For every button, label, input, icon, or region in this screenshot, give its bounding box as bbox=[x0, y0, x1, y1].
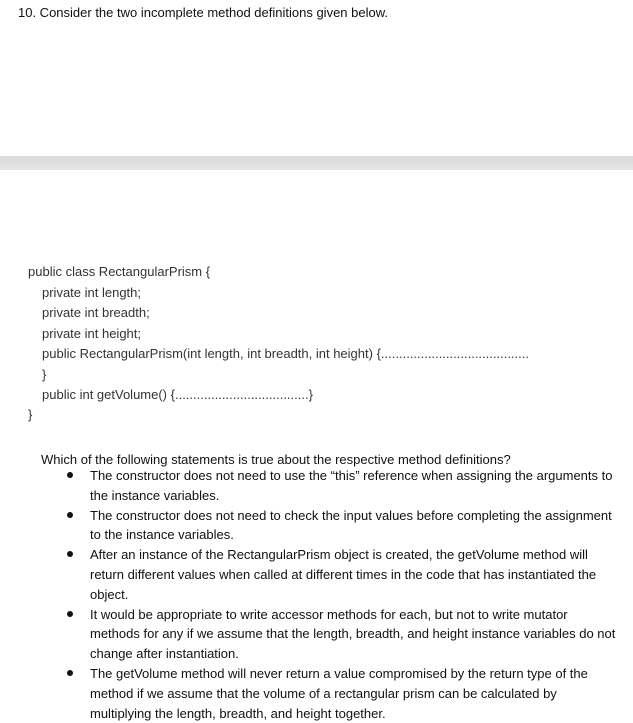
bullet-icon bbox=[67, 512, 73, 518]
answer-option-text: The constructor does not need to check the input values before completing the assignment to the instance variables. bbox=[90, 507, 612, 543]
code-line-field-breadth: private int breadth; bbox=[42, 305, 150, 320]
bullet-icon bbox=[67, 611, 73, 617]
question-prompt: Which of the following statements is true about the respective method definitions? bbox=[41, 452, 511, 467]
bullet-icon bbox=[67, 670, 73, 676]
answer-option bbox=[60, 506, 620, 546]
answer-option-text: It would be appropriate to write accessor methods for each, but not to write mutator methods for any if we assume that the length, breadth, and height instance variables do not change after instantiation. bbox=[90, 606, 616, 662]
code-line-class-close: } bbox=[28, 407, 33, 422]
code-line-field-height: private int height; bbox=[42, 325, 142, 341]
answer-options bbox=[60, 466, 620, 723]
code-line-field-length: private int length; bbox=[42, 284, 142, 300]
answer-option-text: The constructor does not need to use the “this” reference when assigning the arguments to the instance variables. bbox=[90, 468, 613, 503]
answer-option-text: The getVolume method will never return a value compromised by the return type of the method if we assume that the volume of a rectangular prism can be calculated by multiplying the length, breadth, and height together. bbox=[90, 665, 588, 721]
answer-option bbox=[60, 605, 620, 664]
bullet-icon bbox=[67, 472, 73, 478]
bullet-icon bbox=[67, 551, 73, 557]
answer-option-text: After an instance of the RectangularPrism object is created, the getVolume method will return different values when called at different times in the code that has instantiated the object. bbox=[90, 547, 597, 602]
code-line-class-declaration: public class RectangularPrism { bbox=[28, 264, 211, 279]
answer-option bbox=[60, 466, 620, 506]
section-divider bbox=[0, 156, 633, 170]
code-line-constructor: public RectangularPrism(int length, int breadth, int height) {......................................... bbox=[42, 346, 529, 361]
answer-option bbox=[60, 664, 620, 723]
code-line-constructor-close: } bbox=[42, 366, 47, 382]
question-title: 10. Consider the two incomplete method definitions given below. bbox=[18, 5, 388, 20]
code-line-get-volume: public int getVolume() {.....................................} bbox=[42, 387, 313, 402]
code-block bbox=[28, 262, 529, 406]
answer-option bbox=[60, 545, 620, 604]
